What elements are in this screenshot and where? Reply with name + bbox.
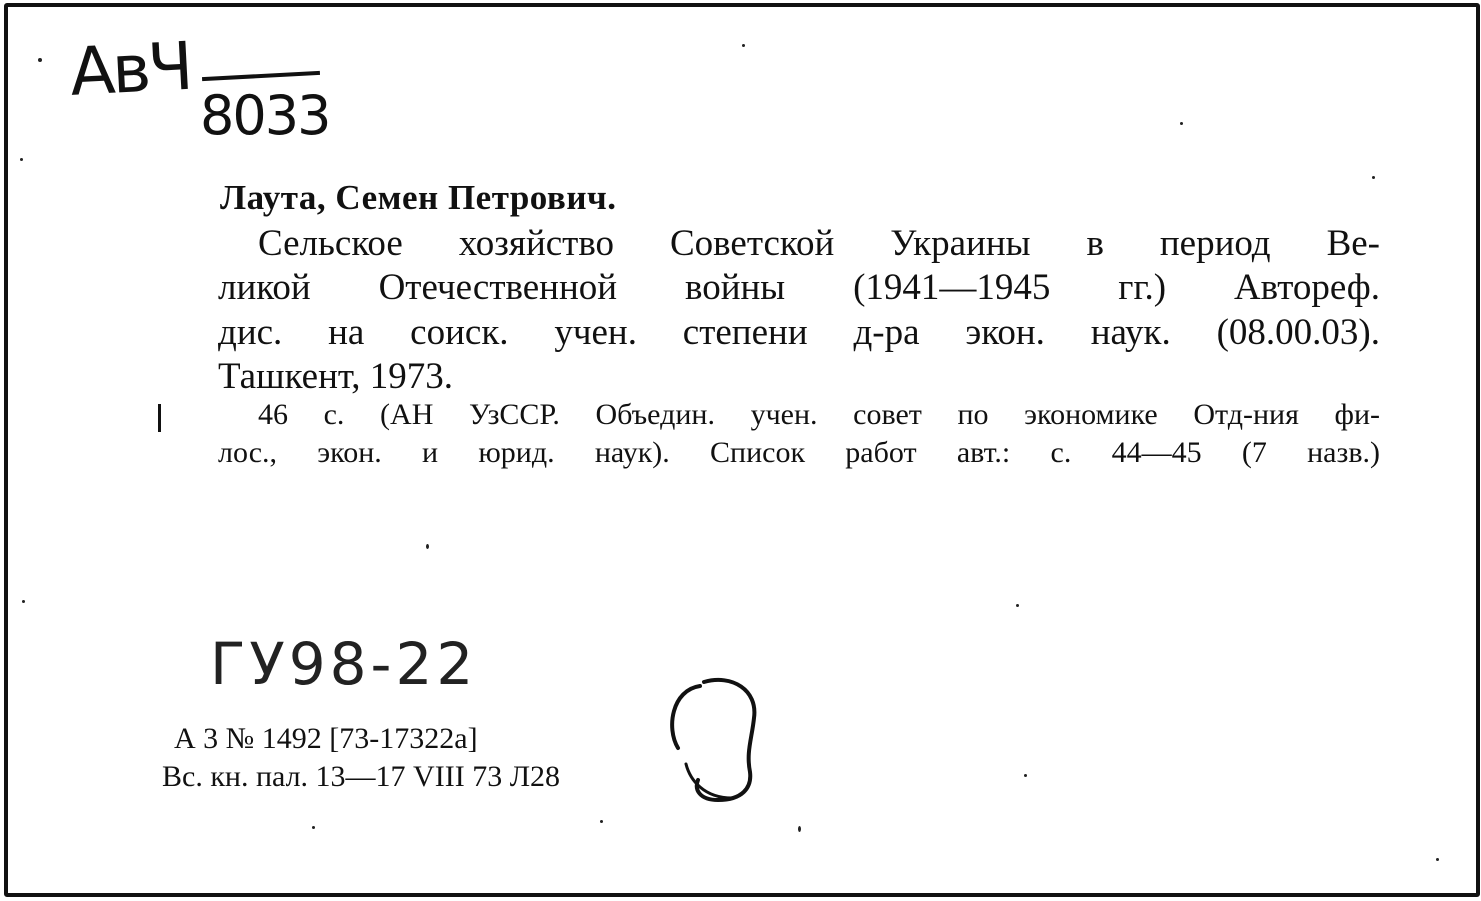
shelf-number: 8033 — [200, 84, 330, 147]
registration-code-line-1: А 3 № 1492 [73-17322а] — [174, 722, 478, 755]
scan-speck — [1180, 122, 1183, 125]
handwritten-circle-mark — [660, 668, 770, 808]
scan-speck — [798, 826, 801, 832]
notes-line-2: лос., экон. и юрид. наук). Список работ авт.: с. 44—45 (7 назв.) — [218, 436, 1380, 469]
scan-speck — [38, 58, 42, 62]
scan-speck — [20, 158, 23, 161]
title-line-3: дис. на соиск. учен. степени д-ра экон. наук. (08.00.03). — [218, 312, 1380, 353]
scan-speck — [1372, 176, 1375, 179]
title-line-2: ликой Отечественной войны (1941—1945 гг.) Автореф. — [218, 267, 1380, 308]
scan-speck — [1016, 604, 1019, 607]
inventory-stamp-number: ГУ98-22 — [210, 630, 478, 698]
scan-speck — [1024, 774, 1027, 777]
scan-speck — [1436, 858, 1439, 861]
registration-code-line-2: Вс. кн. пал. 13—17 VIII 73 Л28 — [162, 760, 561, 793]
notes-line-1: 46 с. (АН УзССР. Объедин. учен. совет по экономике Отд-ния фи- — [258, 398, 1380, 431]
scan-speck — [600, 820, 603, 823]
scan-speck — [22, 600, 25, 603]
scan-speck — [742, 44, 745, 47]
margin-tick — [158, 404, 161, 432]
shelf-mark: АвЧ — [68, 27, 193, 111]
scan-speck — [426, 544, 429, 549]
author-heading: Лаута, Семен Петрович. — [220, 178, 617, 217]
scan-speck — [312, 826, 315, 829]
imprint-line: Ташкент, 1973. — [218, 356, 454, 397]
title-line-1: Сельское хозяйство Советской Украины в период Ве- — [258, 223, 1380, 264]
